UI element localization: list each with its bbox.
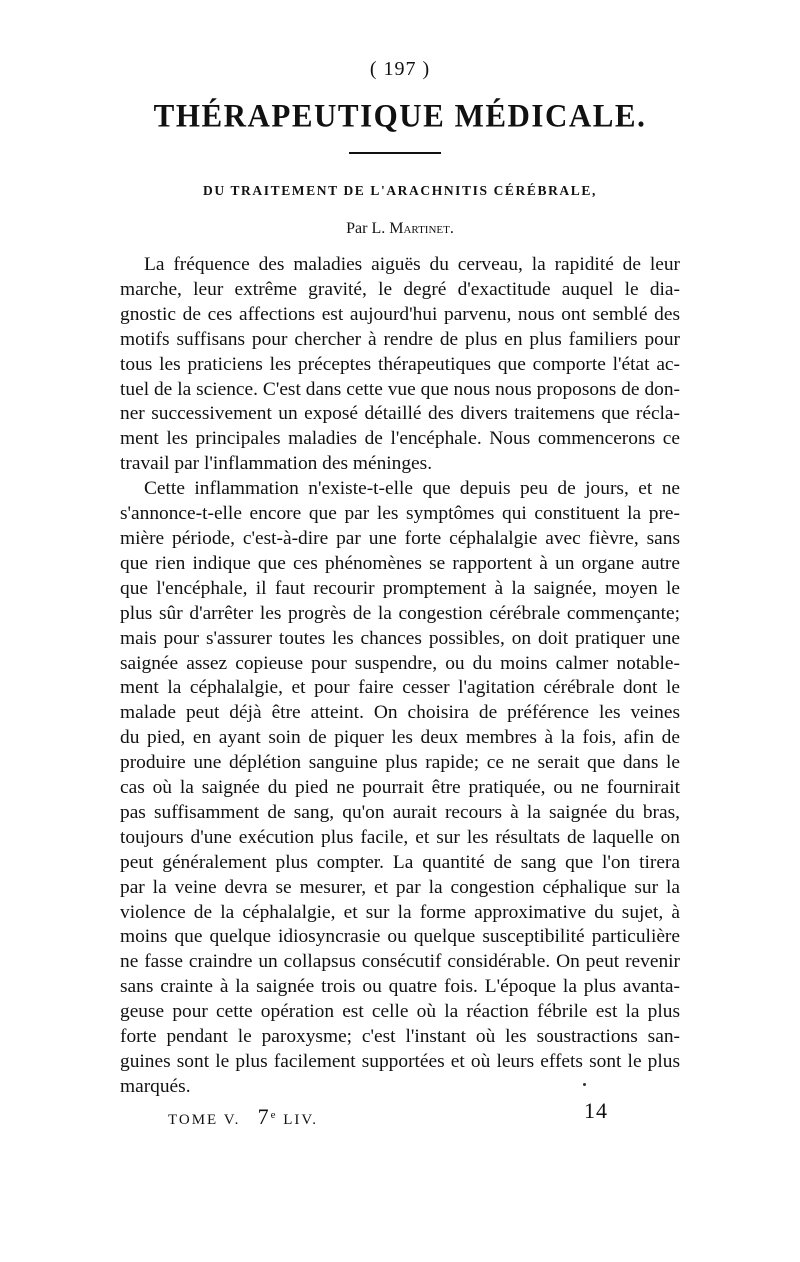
text-line: sans crainte à la saignée trois ou quatre fois. L'époque la plus avanta- [120, 976, 680, 998]
text-line: travail par l'inflammation des méninges. [120, 453, 433, 475]
issue-number: 7 [257, 1104, 271, 1129]
text-line: mais pour s'assurer toutes les chances possibles, on doit pratiquer une [120, 627, 680, 649]
issue-superscript: e [270, 1109, 278, 1121]
text-line: saignée assez copieuse pour suspendre, ou du moins calmer notable- [120, 652, 680, 674]
article-body [120, 253, 680, 1100]
text-line: marqués. [120, 1075, 191, 1097]
text-line: par la veine devra se mesurer, et par la congestion céphalique sur la [120, 876, 680, 898]
volume-label: TOME V. [168, 1112, 241, 1128]
text-line: peut généralement plus compter. La quantité de sang que l'on tirera [120, 851, 680, 873]
text-line: que l'encéphale, il faut recourir promptement à la saignée, moyen le [120, 577, 680, 599]
text-line: plus sûr d'arrêter les progrès de la congestion cérébrale commençante; [120, 602, 680, 624]
text-line: du pied, en ayant soin de piquer les deux membres à la fois, afin de [120, 727, 680, 749]
text-line: forte pendant le paroxysme; c'est l'instant où les soustractions san- [120, 1026, 680, 1048]
text-line: ner successivement un exposé détaillé des divers traitemens que récla- [120, 403, 680, 425]
text-line: geuse pour cette opération est celle où la réaction fébrile est la plus [120, 1001, 680, 1023]
text-line: ne fasse craindre un collapsus consécutif considérable. On peut revenir [120, 951, 680, 973]
text-line: mière période, c'est-à-dire par une forte céphalalgie avec fièvre, sans [120, 527, 680, 549]
text-line: motifs suffisans pour chercher à rendre de plus en plus familiers pour [120, 328, 680, 350]
author-name: Martinet. [389, 220, 454, 237]
signature-mark: 14 [584, 1098, 608, 1123]
paragraph-2 [120, 477, 680, 1100]
text-line: marche, leur extrême gravité, le degré d'exactitude auquel le dia- [120, 278, 680, 300]
text-line: gnostic de ces affections est aujourd'hui parvenu, nous ont semblé des [120, 303, 680, 325]
section-title: THÉRAPEUTIQUE MÉDICALE. [153, 97, 647, 134]
paragraph-1 [120, 253, 680, 477]
page-number: ( 197 ) [369, 58, 431, 80]
author-prefix: Par L. [346, 220, 390, 237]
text-line: que rien indique que ces phénomènes se rapportent à un organe autre [120, 552, 680, 574]
text-line: pas suffisamment de sang, qu'on aurait recours à la saignée du bras, [120, 801, 680, 823]
text-line: Cette inflammation n'existe-t-elle que depuis peu de jours, et ne [144, 478, 680, 500]
text-line: tous les praticiens les préceptes thérapeutiques que comporte l'état ac- [120, 353, 680, 375]
text-line: ment la céphalalgie, et pour faire cesser l'agitation cérébrale dont le [120, 677, 680, 699]
text-line: produire une déplétion sanguine plus rapide; ce ne serait que dans le [120, 752, 680, 774]
text-line: tuel de la science. C'est dans cette vue que nous nous proposons de don- [120, 378, 680, 400]
text-line: guines sont le plus facilement supportées et où leurs effets sont le plus [120, 1051, 680, 1072]
ink-speck [583, 1083, 586, 1086]
text-line: s'annonce-t-elle encore que par les symptômes qui constituent la pre- [120, 503, 680, 525]
text-line: violence de la céphalalgie, et sur la forme approximative du sujet, à [120, 901, 680, 923]
text-line: moins que quelque idiosyncrasie ou quelque susceptibilité particulière [120, 926, 680, 948]
text-line: cas où la saignée du pied ne pourrait être pratiquée, ou ne fournirait [120, 777, 680, 799]
article-title: DU TRAITEMENT DE L'ARACHNITIS CÉRÉBRALE, [203, 183, 597, 198]
text-line: La fréquence des maladies aiguës du cerveau, la rapidité de leur [144, 254, 680, 275]
author-line [0, 220, 800, 238]
text-line: ment les principales maladies de l'encéphale. Nous commencerons ce [120, 428, 680, 450]
text-line: toujours d'une exécution plus facile, et sur les résultats de laquelle on [120, 826, 680, 848]
title-rule [349, 152, 441, 154]
text-line: malade peut déjà être atteint. On choisira de préférence les veines [120, 702, 680, 724]
issue-suffix: LIV. [283, 1112, 319, 1128]
volume-issue [168, 1104, 318, 1130]
